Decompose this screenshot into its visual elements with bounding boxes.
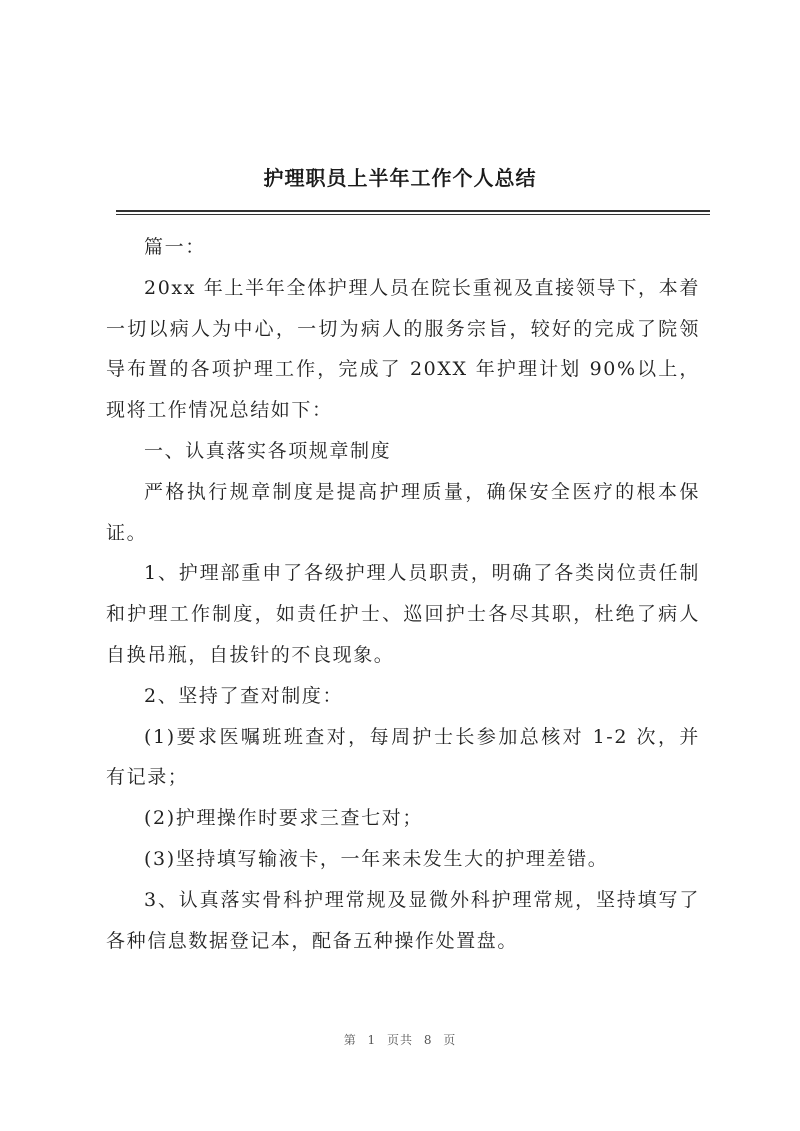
paragraph: (2)护理操作时要求三查七对； bbox=[144, 807, 423, 830]
paragraph: 1、护理部重申了各级护理人员职责，明确了各类岗位责任制和护理工作制度，如责任护士、巡回护士各尽其职，杜绝了病人自换吊瓶，自拔针的不良现象。 bbox=[106, 562, 700, 666]
document-body bbox=[106, 227, 700, 961]
paragraph: (3)坚持填写输液卡，一年来未发生大的护理差错。 bbox=[144, 847, 609, 870]
page-footer: 第 1 页共 8 页 bbox=[343, 1033, 457, 1047]
paragraph: 篇一： bbox=[144, 236, 206, 258]
paragraph: (1)要求医嘱班班查对，每周护士长参加总核对 1-2 次，并有记录； bbox=[106, 725, 700, 789]
paragraph: 2、坚持了查对制度： bbox=[144, 684, 344, 707]
title-rule-thick bbox=[116, 210, 710, 212]
paragraph: 20xx 年上半年全体护理人员在院长重视及直接领导下，本着一切以病人为中心，一切为病人的服务宗旨，较好的完成了院领导布置的各项护理工作，完成了 20XX 年护理计划 90%以上，现将工作情况总结如下： bbox=[106, 276, 700, 422]
paragraph: 严格执行规章制度是提高护理质量，确保安全医疗的根本保证。 bbox=[106, 480, 700, 544]
paragraph: 3、认真落实骨科护理常规及显微外科护理常规，坚持填写了各种信息数据登记本，配备五种操作处置盘。 bbox=[106, 888, 700, 952]
section-heading: 一、认真落实各项规章制度 bbox=[144, 439, 392, 462]
title-rule-thin bbox=[116, 214, 710, 215]
document-title: 护理职员上半年工作个人总结 bbox=[263, 166, 537, 190]
